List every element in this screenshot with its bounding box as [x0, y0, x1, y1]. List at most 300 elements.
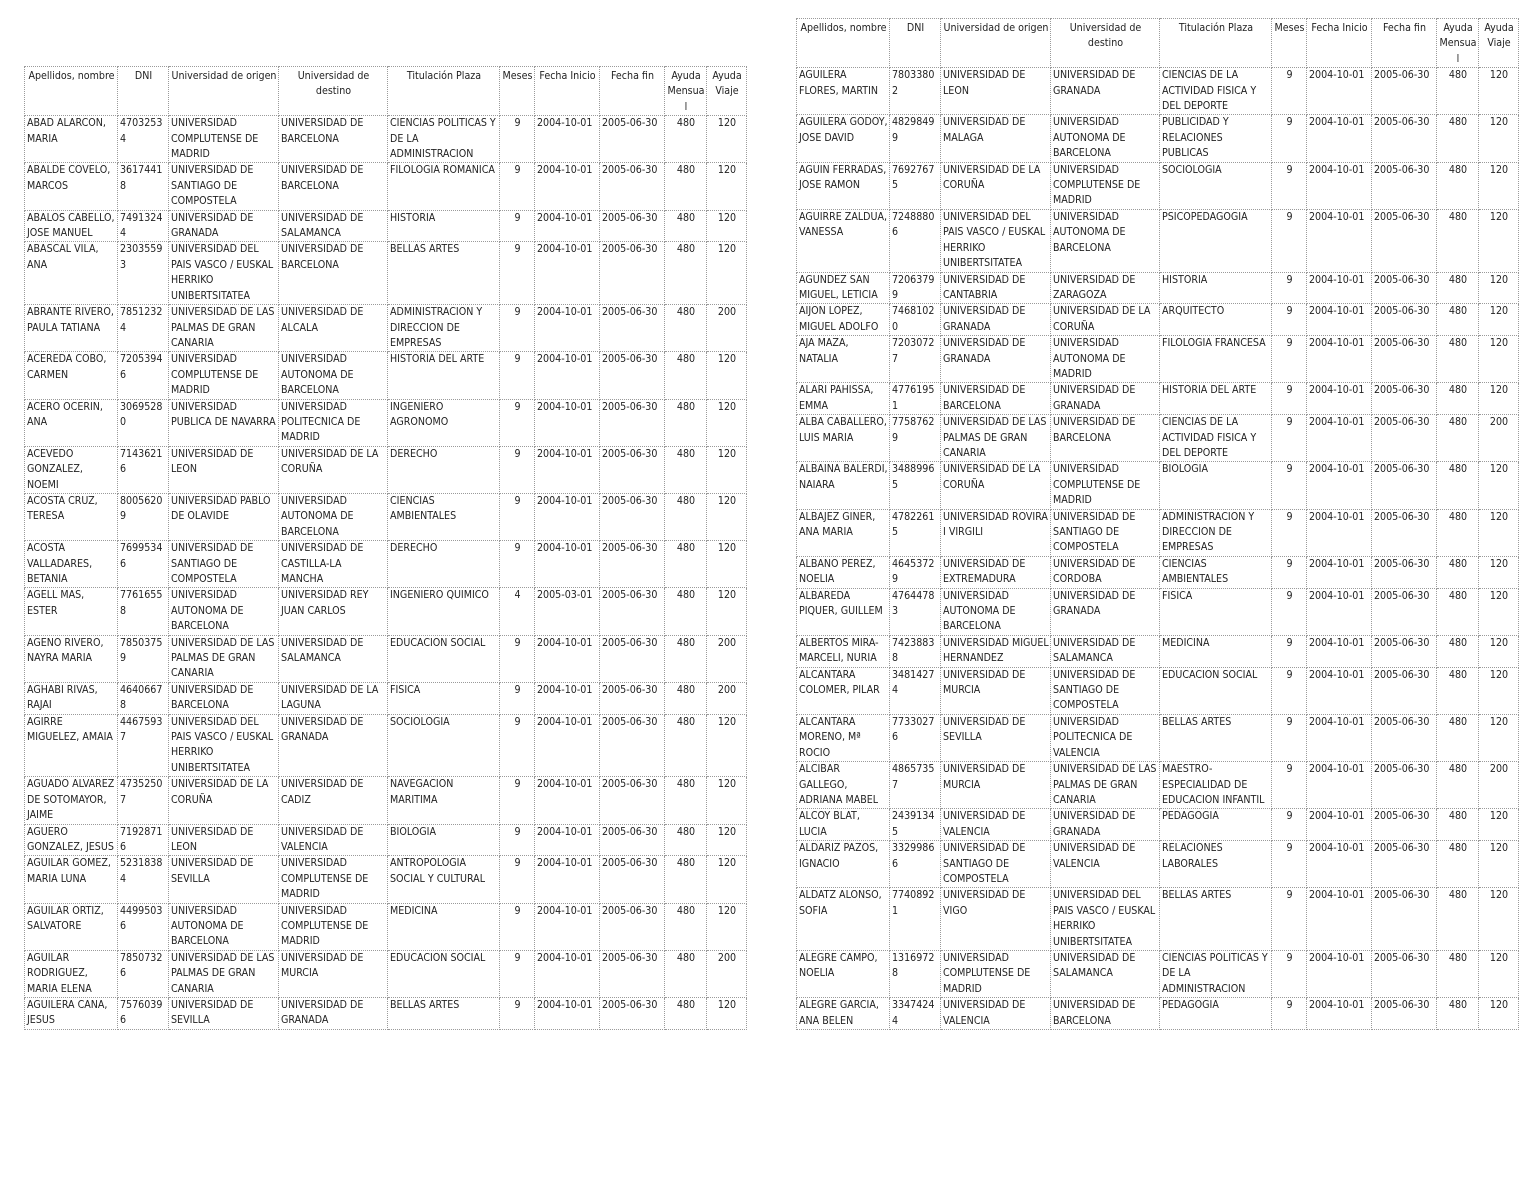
- cell-start-date: 2004-10-01: [535, 399, 600, 446]
- cell-months: 9: [1272, 272, 1307, 304]
- cell-name: ACEREDA COBO, CARMEN: [25, 352, 118, 399]
- cell-end-date: 2005-06-30: [1372, 68, 1437, 115]
- cell-end-date: 2005-06-30: [600, 950, 665, 997]
- cell-origin-university: UNIVERSIDAD ROVIRA I VIRGILI: [941, 509, 1051, 556]
- cell-dni: 47644783: [890, 588, 941, 635]
- cell-start-date: 2004-10-01: [1307, 635, 1372, 667]
- cell-start-date: 2004-10-01: [1307, 383, 1372, 415]
- table-row: [797, 588, 1519, 635]
- cell-name: ACOSTA VALLADARES, BETANIA: [25, 541, 118, 588]
- cell-start-date: 2004-10-01: [1307, 809, 1372, 841]
- cell-destination-university: UNIVERSIDAD DE CASTILLA-LA MANCHA: [279, 541, 388, 588]
- cell-months: 9: [1272, 462, 1307, 509]
- cell-origin-university: UNIVERSIDAD DE SEVILLA: [169, 856, 279, 903]
- cell-origin-university: UNIVERSIDAD DE VALENCIA: [941, 809, 1051, 841]
- cell-monthly-aid: 480: [1437, 667, 1479, 714]
- header-travel-aid: Ayuda Viaje: [1479, 19, 1519, 68]
- cell-degree: PEDAGOGIA: [1160, 998, 1272, 1030]
- table-row: [25, 950, 747, 997]
- cell-months: 9: [1272, 588, 1307, 635]
- cell-degree: FISICA: [1160, 588, 1272, 635]
- cell-travel-aid: 120: [1479, 272, 1519, 304]
- cell-months: 9: [500, 903, 535, 950]
- table-row: [25, 824, 747, 856]
- cell-name: ABALDE COVELO, MARCOS: [25, 163, 118, 210]
- cell-end-date: 2005-06-30: [1372, 762, 1437, 809]
- cell-origin-university: UNIVERSIDAD COMPLUTENSE DE MADRID: [941, 950, 1051, 997]
- cell-travel-aid: 120: [707, 116, 747, 163]
- cell-origin-university: UNIVERSIDAD DE LAS PALMAS DE GRAN CANARIA: [169, 950, 279, 997]
- header-start-date: Fecha Inicio: [1307, 19, 1372, 68]
- cell-dni: 33299866: [890, 841, 941, 888]
- cell-dni: 44995036: [118, 903, 169, 950]
- cell-dni: 48657357: [890, 762, 941, 809]
- table-row: [25, 541, 747, 588]
- cell-origin-university: UNIVERSIDAD DE MURCIA: [941, 762, 1051, 809]
- cell-travel-aid: 120: [1479, 383, 1519, 415]
- cell-months: 9: [1272, 304, 1307, 336]
- cell-monthly-aid: 480: [1437, 714, 1479, 761]
- cell-travel-aid: 120: [1479, 68, 1519, 115]
- cell-start-date: 2004-10-01: [535, 541, 600, 588]
- cell-name: AGENO RIVERO, NAYRA MARIA: [25, 635, 118, 682]
- table-row: [797, 115, 1519, 162]
- cell-destination-university: UNIVERSIDAD DE SALAMANCA: [1051, 950, 1160, 997]
- cell-travel-aid: 120: [707, 824, 747, 856]
- cell-end-date: 2005-06-30: [1372, 667, 1437, 714]
- cell-travel-aid: 120: [707, 588, 747, 635]
- cell-destination-university: UNIVERSIDAD DE LA LAGUNA: [279, 682, 388, 714]
- cell-origin-university: UNIVERSIDAD DE LEON: [941, 68, 1051, 115]
- cell-start-date: 2004-10-01: [535, 714, 600, 777]
- cell-name: AGUIN FERRADAS, JOSE RAMON: [797, 162, 890, 209]
- table-row: [797, 635, 1519, 667]
- cell-name: AGHABI RIVAS, RAJAI: [25, 682, 118, 714]
- cell-monthly-aid: 480: [1437, 272, 1479, 304]
- cell-degree: CIENCIAS DE LA ACTIVIDAD FISICA Y DEL DEPORTE: [1160, 415, 1272, 462]
- cell-degree: NAVEGACION MARITIMA: [388, 777, 500, 824]
- cell-dni: 77616558: [118, 588, 169, 635]
- cell-degree: PSICOPEDAGOGIA: [1160, 209, 1272, 272]
- cell-origin-university: UNIVERSIDAD PABLO DE OLAVIDE: [169, 493, 279, 540]
- cell-degree: FILOLOGIA FRANCESA: [1160, 336, 1272, 383]
- cell-travel-aid: 120: [707, 856, 747, 903]
- cell-monthly-aid: 480: [665, 446, 707, 493]
- cell-name: ALBAJEZ GINER, ANA MARIA: [797, 509, 890, 556]
- cell-start-date: 2004-10-01: [535, 682, 600, 714]
- cell-origin-university: UNIVERSIDAD AUTONOMA DE BARCELONA: [169, 588, 279, 635]
- cell-destination-university: UNIVERSIDAD DE ALCALA: [279, 305, 388, 352]
- cell-origin-university: UNIVERSIDAD DE VALENCIA: [941, 998, 1051, 1030]
- cell-end-date: 2005-06-30: [1372, 635, 1437, 667]
- table-row: [25, 997, 747, 1029]
- cell-monthly-aid: 480: [1437, 68, 1479, 115]
- cell-destination-university: UNIVERSIDAD REY JUAN CARLOS: [279, 588, 388, 635]
- cell-travel-aid: 120: [1479, 462, 1519, 509]
- cell-origin-university: UNIVERSIDAD DE CANTABRIA: [941, 272, 1051, 304]
- table-row: [797, 304, 1519, 336]
- cell-travel-aid: 120: [707, 777, 747, 824]
- cell-travel-aid: 120: [1479, 809, 1519, 841]
- cell-monthly-aid: 480: [665, 997, 707, 1029]
- cell-end-date: 2005-06-30: [600, 399, 665, 446]
- cell-origin-university: UNIVERSIDAD DE LEON: [169, 824, 279, 856]
- cell-end-date: 2005-06-30: [600, 588, 665, 635]
- cell-dni: 33474244: [890, 998, 941, 1030]
- cell-end-date: 2005-06-30: [600, 682, 665, 714]
- cell-end-date: 2005-06-30: [600, 493, 665, 540]
- cell-end-date: 2005-06-30: [600, 242, 665, 305]
- cell-end-date: 2005-06-30: [1372, 809, 1437, 841]
- cell-destination-university: UNIVERSIDAD DE SANTIAGO DE COMPOSTELA: [1051, 509, 1160, 556]
- table-row: [797, 415, 1519, 462]
- cell-months: 9: [500, 777, 535, 824]
- cell-monthly-aid: 480: [665, 305, 707, 352]
- cell-destination-university: UNIVERSIDAD DE GRANADA: [279, 714, 388, 777]
- cell-degree: CIENCIAS AMBIENTALES: [1160, 556, 1272, 588]
- cell-months: 9: [1272, 809, 1307, 841]
- cell-degree: ADMINISTRACION Y DIRECCION DE EMPRESAS: [388, 305, 500, 352]
- cell-degree: EDUCACION SOCIAL: [388, 635, 500, 682]
- cell-travel-aid: 120: [1479, 304, 1519, 336]
- cell-start-date: 2004-10-01: [1307, 336, 1372, 383]
- cell-degree: EDUCACION SOCIAL: [1160, 667, 1272, 714]
- cell-destination-university: UNIVERSIDAD DE GRANADA: [279, 997, 388, 1029]
- table-row: [797, 762, 1519, 809]
- cell-origin-university: UNIVERSIDAD COMPLUTENSE DE MADRID: [169, 116, 279, 163]
- cell-end-date: 2005-06-30: [600, 714, 665, 777]
- cell-name: ALBANO PEREZ, NOELIA: [797, 556, 890, 588]
- cell-start-date: 2004-10-01: [1307, 509, 1372, 556]
- cell-origin-university: UNIVERSIDAD DE GRANADA: [169, 210, 279, 242]
- cell-monthly-aid: 480: [665, 777, 707, 824]
- table-row: [797, 209, 1519, 272]
- cell-start-date: 2004-10-01: [535, 493, 600, 540]
- cell-travel-aid: 120: [707, 352, 747, 399]
- cell-origin-university: UNIVERSIDAD DE SANTIAGO DE COMPOSTELA: [941, 841, 1051, 888]
- cell-end-date: 2005-06-30: [600, 903, 665, 950]
- cell-origin-university: UNIVERSIDAD DE SEVILLA: [941, 714, 1051, 761]
- cell-destination-university: UNIVERSIDAD POLITECNICA DE VALENCIA: [1051, 714, 1160, 761]
- cell-destination-university: UNIVERSIDAD DE VALENCIA: [1051, 841, 1160, 888]
- cell-monthly-aid: 480: [665, 856, 707, 903]
- cell-start-date: 2004-10-01: [1307, 667, 1372, 714]
- header-end-date: Fecha fin: [1372, 19, 1437, 68]
- cell-end-date: 2005-06-30: [1372, 841, 1437, 888]
- cell-monthly-aid: 480: [665, 210, 707, 242]
- cell-end-date: 2005-06-30: [1372, 336, 1437, 383]
- cell-end-date: 2005-06-30: [1372, 415, 1437, 462]
- cell-degree: HISTORIA: [388, 210, 500, 242]
- cell-months: 9: [1272, 509, 1307, 556]
- cell-travel-aid: 120: [1479, 162, 1519, 209]
- cell-origin-university: UNIVERSIDAD DE SANTIAGO DE COMPOSTELA: [169, 163, 279, 210]
- cell-start-date: 2004-10-01: [1307, 588, 1372, 635]
- cell-end-date: 2005-06-30: [1372, 588, 1437, 635]
- cell-monthly-aid: 480: [1437, 415, 1479, 462]
- cell-degree: HISTORIA: [1160, 272, 1272, 304]
- table-row: [25, 493, 747, 540]
- cell-months: 9: [500, 352, 535, 399]
- table-row: [25, 714, 747, 777]
- cell-degree: BELLAS ARTES: [1160, 714, 1272, 761]
- cell-origin-university: UNIVERSIDAD DE MURCIA: [941, 667, 1051, 714]
- cell-destination-university: UNIVERSIDAD AUTONOMA DE BARCELONA: [1051, 209, 1160, 272]
- cell-end-date: 2005-06-30: [600, 824, 665, 856]
- cell-monthly-aid: 480: [665, 399, 707, 446]
- cell-name: AJA MAZA, NATALIA: [797, 336, 890, 383]
- cell-dni: 47352507: [118, 777, 169, 824]
- cell-start-date: 2004-10-01: [1307, 462, 1372, 509]
- cell-dni: 48298499: [890, 115, 941, 162]
- table-row: [797, 462, 1519, 509]
- cell-dni: 46406678: [118, 682, 169, 714]
- table-row: [25, 777, 747, 824]
- cell-name: ALARI PAHISSA, EMMA: [797, 383, 890, 415]
- cell-dni: 77587629: [890, 415, 941, 462]
- table-row: [797, 841, 1519, 888]
- cell-dni: 78033802: [890, 68, 941, 115]
- cell-end-date: 2005-06-30: [1372, 556, 1437, 588]
- cell-name: AGUILAR RODRIGUEZ, MARIA ELENA: [25, 950, 118, 997]
- cell-travel-aid: 120: [1479, 509, 1519, 556]
- cell-dni: 72488806: [890, 209, 941, 272]
- cell-dni: 74913244: [118, 210, 169, 242]
- cell-end-date: 2005-06-30: [1372, 509, 1437, 556]
- cell-months: 9: [1272, 556, 1307, 588]
- cell-start-date: 2004-10-01: [1307, 272, 1372, 304]
- cell-months: 9: [500, 541, 535, 588]
- cell-name: ALCIBAR GALLEGO, ADRIANA MABEL: [797, 762, 890, 809]
- cell-months: 9: [1272, 762, 1307, 809]
- table-row: [797, 809, 1519, 841]
- cell-destination-university: UNIVERSIDAD COMPLUTENSE DE MADRID: [279, 856, 388, 903]
- table-row: [25, 635, 747, 682]
- table-row: [797, 667, 1519, 714]
- header-months: Meses: [500, 67, 535, 116]
- cell-degree: BELLAS ARTES: [388, 997, 500, 1029]
- cell-monthly-aid: 480: [1437, 383, 1479, 415]
- cell-destination-university: UNIVERSIDAD DE CADIZ: [279, 777, 388, 824]
- cell-months: 4: [500, 588, 535, 635]
- cell-end-date: 2005-06-30: [600, 305, 665, 352]
- header-degree: Titulación Plaza: [1160, 19, 1272, 68]
- cell-months: 9: [500, 950, 535, 997]
- cell-origin-university: UNIVERSIDAD COMPLUTENSE DE MADRID: [169, 352, 279, 399]
- cell-start-date: 2004-10-01: [535, 903, 600, 950]
- cell-dni: 52318384: [118, 856, 169, 903]
- cell-months: 9: [1272, 714, 1307, 761]
- header-row: [25, 67, 747, 116]
- cell-origin-university: UNIVERSIDAD DE MALAGA: [941, 115, 1051, 162]
- cell-degree: HISTORIA DEL ARTE: [1160, 383, 1272, 415]
- header-row: [797, 19, 1519, 68]
- cell-monthly-aid: 480: [1437, 162, 1479, 209]
- cell-name: ACOSTA CRUZ, TERESA: [25, 493, 118, 540]
- cell-travel-aid: 120: [707, 163, 747, 210]
- cell-months: 9: [500, 635, 535, 682]
- cell-origin-university: UNIVERSIDAD DE VIGO: [941, 888, 1051, 951]
- cell-monthly-aid: 480: [665, 682, 707, 714]
- cell-origin-university: UNIVERSIDAD DE SEVILLA: [169, 997, 279, 1029]
- cell-travel-aid: 200: [707, 682, 747, 714]
- cell-start-date: 2004-10-01: [1307, 162, 1372, 209]
- cell-degree: RELACIONES LABORALES: [1160, 841, 1272, 888]
- cell-months: 9: [1272, 841, 1307, 888]
- cell-name: ALCANTARA MORENO, Mª ROCIO: [797, 714, 890, 761]
- cell-monthly-aid: 480: [665, 541, 707, 588]
- cell-monthly-aid: 480: [665, 352, 707, 399]
- table-row: [25, 856, 747, 903]
- cell-start-date: 2004-10-01: [1307, 762, 1372, 809]
- cell-origin-university: UNIVERSIDAD DE LA CORUÑA: [941, 162, 1051, 209]
- cell-dni: 34889965: [890, 462, 941, 509]
- cell-months: 9: [1272, 209, 1307, 272]
- cell-start-date: 2004-10-01: [535, 824, 600, 856]
- cell-name: ALBAINA BALERDI, NAIARA: [797, 462, 890, 509]
- header-destination-university: Universidad de destino: [1051, 19, 1160, 68]
- cell-start-date: 2004-10-01: [1307, 209, 1372, 272]
- cell-monthly-aid: 480: [665, 903, 707, 950]
- cell-destination-university: UNIVERSIDAD AUTONOMA DE MADRID: [1051, 336, 1160, 383]
- cell-destination-university: UNIVERSIDAD COMPLUTENSE DE MADRID: [1051, 162, 1160, 209]
- cell-dni: 36174418: [118, 163, 169, 210]
- cell-monthly-aid: 480: [1437, 304, 1479, 336]
- cell-dni: 47761951: [890, 383, 941, 415]
- cell-end-date: 2005-06-30: [600, 116, 665, 163]
- cell-months: 9: [500, 446, 535, 493]
- cell-destination-university: UNIVERSIDAD DE BARCELONA: [279, 163, 388, 210]
- cell-monthly-aid: 480: [1437, 888, 1479, 951]
- header-monthly-aid: Ayuda Mensual: [1437, 19, 1479, 68]
- cell-months: 9: [500, 163, 535, 210]
- cell-months: 9: [1272, 950, 1307, 997]
- cell-travel-aid: 120: [707, 903, 747, 950]
- cell-months: 9: [1272, 635, 1307, 667]
- cell-destination-university: UNIVERSIDAD DE SANTIAGO DE COMPOSTELA: [1051, 667, 1160, 714]
- cell-degree: FILOLOGIA ROMANICA: [388, 163, 500, 210]
- cell-end-date: 2005-06-30: [600, 777, 665, 824]
- cell-dni: 47822615: [890, 509, 941, 556]
- cell-start-date: 2004-10-01: [1307, 841, 1372, 888]
- table-row: [797, 68, 1519, 115]
- table-row: [25, 242, 747, 305]
- header-end-date: Fecha fin: [600, 67, 665, 116]
- cell-dni: 44675937: [118, 714, 169, 777]
- cell-degree: CIENCIAS POLITICAS Y DE LA ADMINISTRACION: [388, 116, 500, 163]
- cell-destination-university: UNIVERSIDAD DE BARCELONA: [1051, 415, 1160, 462]
- cell-travel-aid: 120: [1479, 588, 1519, 635]
- cell-end-date: 2005-06-30: [1372, 304, 1437, 336]
- cell-months: 9: [1272, 383, 1307, 415]
- cell-start-date: 2004-10-01: [1307, 304, 1372, 336]
- cell-months: 9: [1272, 667, 1307, 714]
- cell-destination-university: UNIVERSIDAD AUTONOMA DE BARCELONA: [279, 493, 388, 540]
- cell-degree: BELLAS ARTES: [1160, 888, 1272, 951]
- cell-start-date: 2004-10-01: [535, 777, 600, 824]
- cell-dni: 76995346: [118, 541, 169, 588]
- table-row: [25, 352, 747, 399]
- cell-name: ABRANTE RIVERO, PAULA TATIANA: [25, 305, 118, 352]
- table-row: [25, 305, 747, 352]
- header-degree: Titulación Plaza: [388, 67, 500, 116]
- cell-months: 9: [500, 399, 535, 446]
- cell-dni: 74681020: [890, 304, 941, 336]
- cell-start-date: 2004-10-01: [535, 446, 600, 493]
- cell-travel-aid: 120: [1479, 841, 1519, 888]
- table-row: [25, 163, 747, 210]
- cell-origin-university: UNIVERSIDAD DEL PAIS VASCO / EUSKAL HERRIKO UNIBERTSITATEA: [941, 209, 1051, 272]
- cell-start-date: 2004-10-01: [535, 997, 600, 1029]
- cell-months: 9: [1272, 998, 1307, 1030]
- cell-travel-aid: 120: [707, 242, 747, 305]
- cell-end-date: 2005-06-30: [1372, 950, 1437, 997]
- cell-origin-university: UNIVERSIDAD DE SANTIAGO DE COMPOSTELA: [169, 541, 279, 588]
- cell-name: AGUILAR GOMEZ, MARIA LUNA: [25, 856, 118, 903]
- cell-dni: 75760396: [118, 997, 169, 1029]
- cell-monthly-aid: 480: [1437, 556, 1479, 588]
- cell-months: 9: [500, 210, 535, 242]
- cell-end-date: 2005-06-30: [1372, 115, 1437, 162]
- cell-monthly-aid: 480: [1437, 115, 1479, 162]
- cell-origin-university: UNIVERSIDAD DE LA CORUÑA: [169, 777, 279, 824]
- cell-travel-aid: 120: [707, 210, 747, 242]
- cell-dni: 72053946: [118, 352, 169, 399]
- cell-name: ALEGRE GARCIA, ANA BELEN: [797, 998, 890, 1030]
- cell-months: 9: [1272, 68, 1307, 115]
- cell-months: 9: [500, 824, 535, 856]
- header-name: Apellidos, nombre: [797, 19, 890, 68]
- cell-dni: 46453729: [890, 556, 941, 588]
- cell-degree: PEDAGOGIA: [1160, 809, 1272, 841]
- cell-travel-aid: 120: [707, 493, 747, 540]
- cell-dni: 30695280: [118, 399, 169, 446]
- cell-end-date: 2005-06-30: [600, 635, 665, 682]
- cell-start-date: 2004-10-01: [1307, 556, 1372, 588]
- cell-name: ABAD ALARCON, MARIA: [25, 116, 118, 163]
- cell-travel-aid: 200: [1479, 415, 1519, 462]
- cell-destination-university: UNIVERSIDAD DE BARCELONA: [1051, 998, 1160, 1030]
- cell-degree: BELLAS ARTES: [388, 242, 500, 305]
- cell-end-date: 2005-06-30: [1372, 272, 1437, 304]
- cell-end-date: 2005-06-30: [1372, 162, 1437, 209]
- cell-name: ALDARIZ PAZOS, IGNACIO: [797, 841, 890, 888]
- grants-table-right: [796, 18, 1519, 1030]
- cell-start-date: 2005-03-01: [535, 588, 600, 635]
- cell-destination-university: UNIVERSIDAD DE MURCIA: [279, 950, 388, 997]
- cell-degree: DERECHO: [388, 541, 500, 588]
- cell-name: AGUIRRE ZALDUA, VANESSA: [797, 209, 890, 272]
- header-dni: DNI: [118, 67, 169, 116]
- cell-travel-aid: 120: [707, 997, 747, 1029]
- cell-destination-university: UNIVERSIDAD DE GRANADA: [1051, 588, 1160, 635]
- cell-destination-university: UNIVERSIDAD AUTONOMA DE BARCELONA: [1051, 115, 1160, 162]
- cell-end-date: 2005-06-30: [600, 997, 665, 1029]
- cell-monthly-aid: 480: [665, 635, 707, 682]
- cell-start-date: 2004-10-01: [535, 635, 600, 682]
- table-row: [797, 714, 1519, 761]
- cell-dni: 71928716: [118, 824, 169, 856]
- cell-degree: SOCIOLOGIA: [388, 714, 500, 777]
- cell-travel-aid: 120: [1479, 115, 1519, 162]
- cell-origin-university: UNIVERSIDAD MIGUEL HERNANDEZ: [941, 635, 1051, 667]
- cell-name: AGUILERA GODOY, JOSE DAVID: [797, 115, 890, 162]
- grants-table-left: [24, 66, 747, 1030]
- cell-travel-aid: 120: [1479, 635, 1519, 667]
- cell-end-date: 2005-06-30: [1372, 998, 1437, 1030]
- cell-monthly-aid: 480: [1437, 588, 1479, 635]
- cell-months: 9: [500, 305, 535, 352]
